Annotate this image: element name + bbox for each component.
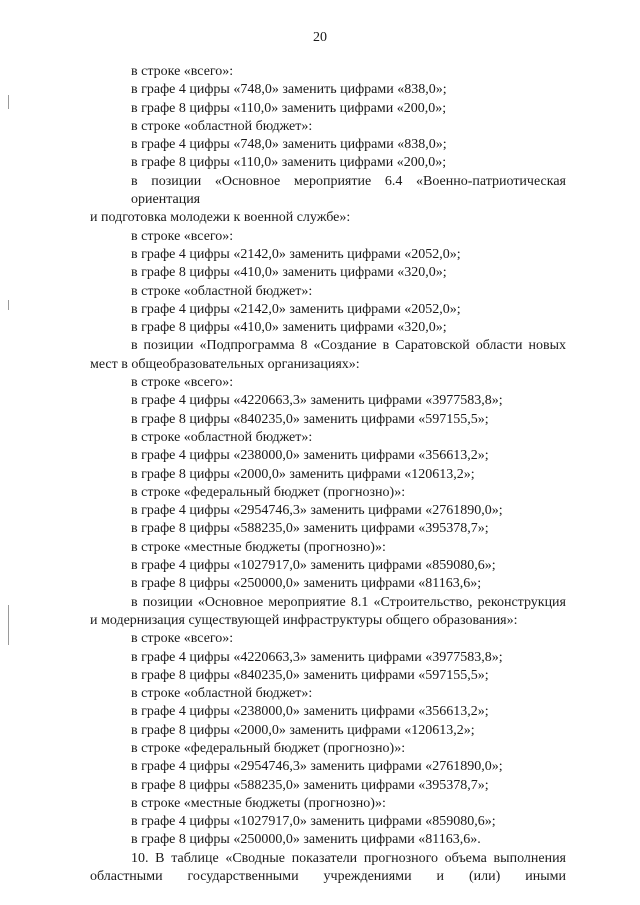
text-line: в графе 4 цифры «2954746,3» заменить цифрами «2761890,0»;	[131, 759, 503, 775]
text-line: в графе 4 цифры «748,0» заменить цифрами «838,0»;	[131, 137, 447, 153]
text-line: областными государственными учреждениями и (или) иными	[90, 869, 566, 885]
text-line: в графе 8 цифры «250000,0» заменить цифрами «81163,6».	[131, 832, 481, 848]
text-line: в графе 8 цифры «588235,0» заменить цифрами «395378,7»;	[131, 521, 489, 537]
text-line: в строке «всего»:	[131, 631, 234, 647]
text-line: в графе 4 цифры «238000,0» заменить цифрами «356613,2»;	[131, 448, 489, 464]
text-line: в графе 4 цифры «1027917,0» заменить цифрами «859080,6»;	[131, 814, 496, 830]
scan-margin-mark	[8, 605, 9, 645]
text-line: в строке «федеральный бюджет (прогнозно)»:	[131, 740, 406, 756]
text-line: в позиции «Основное мероприятие 6.4 «Военно-патриотическая ориентация	[131, 173, 566, 208]
text-line: в графе 4 цифры «238000,0» заменить цифрами «356613,2»;	[131, 704, 489, 720]
text-line: в графе 8 цифры «588235,0» заменить цифрами «395378,7»;	[131, 777, 489, 793]
text-line: в строке «федеральный бюджет (прогнозно)»:	[131, 484, 406, 500]
text-line: в графе 8 цифры «840235,0» заменить цифрами «597155,5»;	[131, 411, 489, 427]
text-line: в строке «всего»:	[131, 228, 234, 244]
text-line: в графе 4 цифры «2142,0» заменить цифрами «2052,0»;	[131, 301, 461, 317]
page-number: 20	[313, 30, 327, 45]
text-line: в строке «областной бюджет»:	[131, 118, 313, 134]
text-line: в графе 8 цифры «2000,0» заменить цифрами «120613,2»;	[131, 466, 475, 482]
text-line: в графе 8 цифры «110,0» заменить цифрами «200,0»;	[131, 100, 447, 116]
text-line: и модернизация существующей инфраструктуры общего образования»:	[90, 612, 518, 628]
text-line: и подготовка молодежи к военной службе»:	[90, 210, 351, 226]
text-line: в графе 4 цифры «2142,0» заменить цифрами «2052,0»;	[131, 246, 461, 262]
text-line: в строке «местные бюджеты (прогнозно)»:	[131, 539, 386, 555]
text-line: в графе 8 цифры «2000,0» заменить цифрами «120613,2»;	[131, 722, 475, 738]
text-line: в графе 8 цифры «840235,0» заменить цифрами «597155,5»;	[131, 667, 489, 683]
text-line: в строке «областной бюджет»:	[131, 686, 313, 702]
text-line: в строке «всего»:	[131, 375, 234, 391]
text-line: в графе 8 цифры «410,0» заменить цифрами «320,0»;	[131, 265, 447, 281]
text-line: в позиции «Основное мероприятие 8.1 «Строительство, реконструкция	[131, 594, 566, 610]
text-line: в графе 8 цифры «110,0» заменить цифрами «200,0»;	[131, 155, 447, 171]
text-line: в строке «всего»:	[131, 64, 234, 79]
text-line: в строке «областной бюджет»:	[131, 283, 313, 299]
text-line: в строке «местные бюджеты (прогнозно)»:	[131, 795, 386, 811]
text-line: в графе 4 цифры «2954746,3» заменить цифрами «2761890,0»;	[131, 503, 503, 519]
text-line: в графе 4 цифры «4220663,3» заменить цифрами «3977583,8»;	[131, 393, 503, 409]
text-line: 10. В таблице «Сводные показатели прогнозного объема выполнения	[131, 850, 566, 866]
text-line: в графе 8 цифры «410,0» заменить цифрами «320,0»;	[131, 320, 447, 336]
text-line: в графе 8 цифры «250000,0» заменить цифрами «81163,6»;	[131, 576, 482, 592]
text-line: в графе 4 цифры «4220663,3» заменить цифрами «3977583,8»;	[131, 649, 503, 665]
text-line: в графе 4 цифры «748,0» заменить цифрами «838,0»;	[131, 82, 447, 98]
text-line: в графе 4 цифры «1027917,0» заменить цифрами «859080,6»;	[131, 558, 496, 574]
scan-margin-mark	[8, 95, 9, 109]
text-line: в строке «областной бюджет»:	[131, 429, 313, 445]
document-body	[90, 63, 566, 886]
scan-margin-mark	[8, 300, 9, 310]
text-line: мест в общеобразовательных организациях»:	[90, 356, 360, 372]
text-line: в позиции «Подпрограмма 8 «Создание в Саратовской области новых	[131, 338, 566, 354]
